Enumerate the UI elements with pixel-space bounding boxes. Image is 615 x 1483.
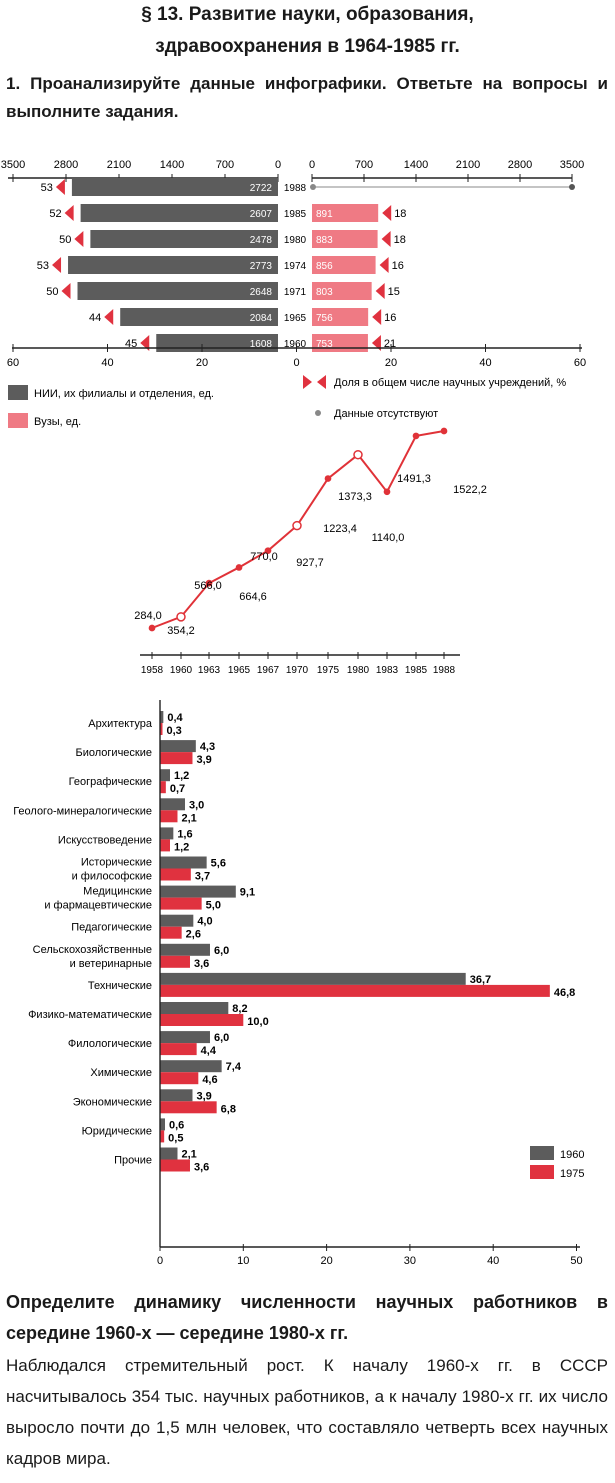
- share-tick-label: 60: [6, 357, 20, 369]
- bar-1960: [160, 1089, 192, 1101]
- value-label-1975: 0,3: [166, 725, 182, 737]
- bar-1960: [160, 915, 193, 927]
- vuz-share-label: 16: [384, 312, 397, 324]
- legend-vuz-label: Вузы, ед.: [34, 416, 82, 428]
- nii-value-label: 2607: [249, 209, 272, 220]
- bar-1975: [160, 927, 182, 939]
- value-label-1975: 3,9: [196, 754, 212, 767]
- share-tick-label: 0: [293, 357, 300, 369]
- bar-1960: [160, 827, 173, 839]
- value-label-1960: 8,2: [232, 1003, 248, 1015]
- bar-1960: [160, 769, 170, 781]
- top-left-tick-label: 700: [215, 159, 235, 171]
- section-title: § 13. Развитие науки, образования,: [141, 4, 474, 25]
- value-label-1975: 46,8: [553, 986, 576, 999]
- x-tick-label: 40: [487, 1255, 500, 1267]
- value-label-1960: 4,0: [197, 915, 213, 928]
- value-label-1960: 3,0: [188, 799, 205, 812]
- x-tick-label: 50: [570, 1255, 583, 1267]
- x-tick-label: 1988: [432, 665, 456, 676]
- value-label-1960: 4,3: [199, 741, 216, 754]
- value-label-1975: 1,2: [173, 841, 190, 854]
- legend-nodata-label: Данные отсутствуют: [334, 408, 439, 420]
- data-label: 1140,0: [371, 532, 405, 544]
- category-label: Филологические: [67, 1038, 152, 1051]
- x-tick-label: 1970: [285, 665, 309, 676]
- vuz-share-label: 15: [387, 286, 400, 298]
- year-label: 1971: [283, 287, 307, 298]
- bar-1975: [160, 869, 191, 881]
- legend-nii-label: НИИ, их филиалы и отделения, ед.: [34, 388, 214, 400]
- value-label-1960: 1,6: [177, 828, 193, 841]
- vuz-value-label: 883: [316, 235, 333, 246]
- nii-value-label: 2648: [249, 287, 272, 298]
- category-label: и фармацевтические: [44, 899, 152, 912]
- bar-1960: [160, 1002, 228, 1014]
- bar-1960: [160, 798, 185, 810]
- value-label-1960: 7,4: [225, 1061, 241, 1074]
- value-label-1975: 2,1: [181, 812, 197, 825]
- category-label: Географические: [68, 776, 152, 789]
- data-label: 927,7: [296, 557, 324, 569]
- nii-value-label: 2722: [249, 183, 272, 194]
- data-label: 1373,3: [338, 491, 372, 503]
- bar-1960: [160, 740, 196, 752]
- value-label-1975: 4,4: [200, 1045, 216, 1058]
- bar-1960: [160, 1148, 177, 1160]
- x-tick-label: 1985: [404, 665, 428, 676]
- vuz-share-label: 18: [394, 208, 407, 220]
- bar-1975: [160, 1043, 197, 1055]
- x-tick-label: 1967: [256, 665, 280, 676]
- x-tick-label: 10: [237, 1255, 250, 1267]
- value-label-1975: 3,6: [193, 1161, 210, 1174]
- top-right-tick-label: 0: [308, 159, 316, 171]
- nii-share-label: 45: [125, 338, 138, 350]
- x-tick-label: 30: [403, 1255, 417, 1267]
- value-label-1960: 0,6: [168, 1119, 185, 1132]
- bar-1975: [160, 1160, 190, 1172]
- top-right-tick-label: 700: [354, 159, 374, 171]
- vuz-value-label: 891: [316, 209, 333, 220]
- x-tick-label: 1975: [316, 665, 340, 676]
- category-label: Химические: [90, 1067, 152, 1080]
- value-label-1960: 2,1: [181, 1148, 197, 1161]
- year-label: 1980: [283, 235, 307, 246]
- value-label-1975: 0,5: [168, 1132, 184, 1145]
- data-label: 664,6: [239, 591, 267, 603]
- category-label: Сельскохозяйственные: [32, 943, 152, 956]
- value-label-1975: 3,6: [193, 957, 210, 970]
- value-label-1960: 36,7: [469, 973, 492, 986]
- x-tick-label: 1958: [140, 665, 164, 676]
- value-label-1960: 9,1: [239, 886, 256, 899]
- year-label: 1965: [283, 313, 307, 324]
- value-label-1960: 6,0: [213, 944, 230, 957]
- bar-1960: [160, 973, 466, 985]
- value-label-1975: 3,7: [194, 870, 211, 883]
- legend-1960-swatch: [530, 1146, 554, 1160]
- x-tick-label: 1980: [346, 665, 370, 676]
- bar-1975: [160, 898, 202, 910]
- share-tick-label: 60: [573, 357, 587, 369]
- value-label-1975: 2,6: [185, 928, 201, 941]
- year-label: 1974: [283, 261, 307, 272]
- share-tick-label: 20: [384, 357, 398, 369]
- bar-1975: [160, 781, 166, 793]
- legend-1960-label: 1960: [560, 1149, 585, 1161]
- value-label-1975: 0,7: [169, 783, 186, 796]
- legend-1975-swatch: [530, 1165, 554, 1179]
- nii-share-label: 44: [88, 312, 102, 324]
- vuz-value-label: 753: [316, 339, 333, 350]
- category-label: Технические: [87, 979, 152, 992]
- share-tick-label: 40: [479, 357, 492, 369]
- top-left-tick-label: 1400: [159, 159, 185, 171]
- category-label: Медицинские: [83, 885, 152, 898]
- vuz-share-label: 16: [391, 260, 404, 272]
- bar-1960: [160, 944, 210, 956]
- data-label: 1522,2: [453, 484, 487, 496]
- value-label-1960: 6,0: [213, 1032, 230, 1045]
- nii-share-label: 52: [49, 208, 62, 220]
- x-tick-label: 20: [320, 1255, 333, 1267]
- answer-text: Наблюдался стремительный рост. К началу 1960-х гг. в СССР насчитывалось 354 тыс. научных работников, а к началу 1980-х гг. их число выросло почти до 1,5 млн человек, что составляло четверть всех научных кадров мира.: [6, 1356, 608, 1468]
- value-label-1960: 0,4: [167, 712, 183, 724]
- year-label: 1960: [283, 339, 307, 350]
- top-right-tick-label: 1400: [403, 159, 429, 171]
- top-right-tick-label: 2800: [507, 159, 533, 171]
- bar-1975: [160, 1101, 217, 1113]
- bar-1960: [160, 857, 207, 869]
- category-label: Юридические: [81, 1125, 152, 1138]
- top-left-tick-label: 2100: [106, 159, 132, 171]
- value-label-1975: 6,8: [220, 1103, 236, 1116]
- category-label: Физико-математические: [28, 1009, 152, 1021]
- bar-1975: [160, 752, 192, 764]
- x-tick-label: 1983: [375, 665, 399, 676]
- category-label: и ветеринарные: [69, 957, 152, 970]
- bar-1975: [160, 1014, 243, 1026]
- value-label-1960: 1,2: [173, 770, 190, 783]
- vuz-share-label: 18: [393, 234, 406, 246]
- nii-value-label: 2084: [249, 313, 272, 324]
- section-subtitle: здравоохранения в 1964-1985 гг.: [155, 36, 460, 57]
- year-label: 1988: [283, 183, 307, 194]
- nii-share-label: 53: [36, 260, 50, 272]
- x-tick-label: 0: [156, 1255, 164, 1267]
- legend-share-label: Доля в общем числе научных учреждений, %: [334, 377, 567, 389]
- x-tick-label: 1965: [227, 665, 251, 676]
- bar-1975: [160, 956, 190, 968]
- data-label: 354,2: [167, 625, 195, 637]
- vuz-value-label: 803: [316, 287, 333, 298]
- category-label: Прочие: [114, 1154, 152, 1167]
- category-label: Экономические: [72, 1096, 152, 1109]
- data-label: 566,0: [194, 580, 222, 592]
- bar-1975: [160, 1072, 198, 1084]
- nii-value-label: 2478: [249, 235, 272, 246]
- share-tick-label: 40: [101, 357, 114, 369]
- nii-share-label: 50: [46, 286, 59, 298]
- nii-share-label: 50: [59, 234, 72, 246]
- question-text: Определите динамику численности научных работников в середине 1960-х — середине 1980-х гг.: [6, 1292, 608, 1343]
- bar-1975: [160, 839, 170, 851]
- x-tick-label: 1960: [169, 665, 193, 676]
- value-label-1975: 10,0: [247, 1016, 269, 1028]
- vuz-value-label: 856: [316, 261, 333, 272]
- category-label: Искусствоведение: [57, 834, 152, 847]
- bar-1975: [160, 985, 550, 997]
- value-label-1960: 5,6: [210, 857, 226, 870]
- x-tick-label: 1963: [197, 665, 221, 676]
- task-text: 1. Проанализируйте данные инфографики. Ответьте на вопросы и выполните задания.: [6, 74, 608, 121]
- category-label: Геолого-минералогические: [13, 805, 152, 818]
- legend-1975-label: 1975: [560, 1168, 585, 1180]
- bar-1960: [160, 886, 236, 898]
- bar-1960: [160, 1118, 165, 1130]
- data-label: 770,0: [250, 551, 278, 563]
- category-label: Педагогические: [71, 921, 152, 934]
- nii-share-label: 53: [40, 182, 53, 194]
- vuz-value-label: 756: [316, 313, 333, 324]
- nii-value-label: 1608: [249, 339, 272, 350]
- category-label: и философские: [71, 870, 152, 883]
- value-label-1975: 4,6: [202, 1074, 218, 1087]
- nii-value-label: 2773: [249, 261, 272, 272]
- value-label-1960: 3,9: [196, 1090, 212, 1103]
- data-label: 284,0: [134, 610, 162, 622]
- top-left-tick-label: 3500: [0, 159, 26, 171]
- top-right-tick-label: 2100: [455, 159, 481, 171]
- top-right-tick-label: 3500: [559, 159, 585, 171]
- data-label: 1491,3: [397, 473, 431, 485]
- top-left-tick-label: 2800: [53, 159, 79, 171]
- bar-1960: [160, 1031, 210, 1043]
- bar-1960: [160, 1060, 222, 1072]
- data-label: 1223,4: [323, 523, 357, 535]
- year-label: 1985: [283, 209, 307, 220]
- bar-1975: [160, 810, 177, 822]
- share-tick-label: 20: [195, 357, 209, 369]
- top-left-tick-label: 0: [274, 159, 282, 171]
- category-label: Исторические: [80, 856, 152, 869]
- value-label-1975: 5,0: [205, 899, 221, 912]
- category-label: Биологические: [75, 747, 152, 760]
- category-label: Архитектура: [88, 718, 152, 730]
- vuz-share-label: 21: [383, 338, 397, 350]
